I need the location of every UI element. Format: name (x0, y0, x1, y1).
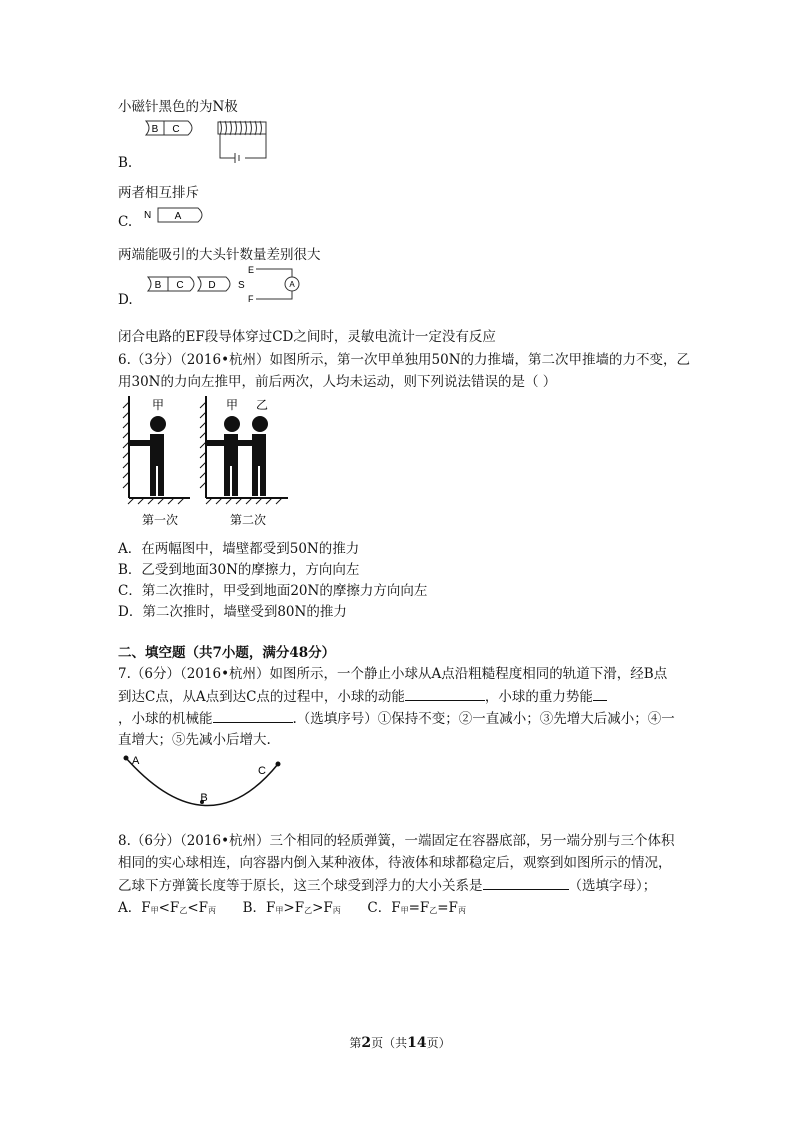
q7-stem-line4: 直增大；⑤先减小后增大. (118, 732, 271, 748)
q6-option-c: C．第二次推时，甲受到地面20N的摩擦力方向向左 (118, 583, 428, 599)
q5-option-c-text: 两端能吸引的大头针数量差别很大 (118, 247, 321, 263)
q6-caption-second: 第二次 (229, 513, 267, 527)
q6-option-b: B．乙受到地面30N的摩擦力，方向向左 (118, 562, 360, 578)
q8-stem-line1: 8.（6分）（2016•杭州）三个相同的轻质弹簧，一端固定在容器底部，另一端分别与三个体积 (118, 833, 675, 849)
q6-stem-line2: 用30N的力向左推甲，前后两次，人均未运动，则下列说法错误的是（ ） (118, 374, 557, 390)
fig-d-label-s: S (238, 280, 245, 291)
q6-option-a: A．在两幅图中，墙壁都受到50N的推力 (118, 541, 360, 557)
fig-d-label-galvanometer: A (289, 280, 295, 289)
fig-d-label-b: B (154, 280, 162, 291)
fig-c-label-a: A (174, 211, 182, 222)
q7-blank-kinetic[interactable] (405, 686, 485, 701)
q7-label-b: B (200, 792, 208, 804)
fig-d-label-d: D (208, 280, 216, 291)
q8-blank-buoyancy[interactable] (483, 875, 569, 890)
q6-label-jia-2: 甲 (225, 398, 239, 412)
q5-option-d-text: 闭合电路的EF段导体穿过CD之间时，灵敏电流计一定没有反应 (118, 329, 496, 345)
q8-option-a: A．F甲<F乙<F丙 (118, 900, 216, 916)
q6-caption-first: 第一次 (141, 513, 179, 527)
q7-label-c: C (258, 765, 266, 777)
q7-line2-text-a: 到达C点，从A点到达C点的过程中，小球的动能 (118, 689, 405, 705)
q6-figure (120, 392, 300, 532)
q8-stem-line2: 相同的实心球相连，向容器内倒入某种液体，待液体和球都稳定后，观察到如图所示的情况， (118, 855, 672, 871)
q8-line3-text-b: （选填字母）； (568, 878, 657, 894)
fig-b-label-c: C (172, 124, 180, 135)
footer-page-number: 2 (361, 1035, 372, 1051)
q7-stem-line2 (118, 686, 607, 707)
q6-label-yi: 乙 (255, 398, 269, 412)
fig-d-label-c: C (176, 280, 184, 291)
q6-stem-line1: 6.（3分）（2016•杭州）如图所示，第一次甲单独用50N的力推墙，第二次甲推墙的力不变，乙 (118, 352, 691, 368)
section-title: 二、填空题（共7小题，满分48分） (118, 645, 336, 661)
q5-figure-c (140, 205, 220, 227)
q5-figure-d (140, 263, 320, 305)
q6-option-d: D．第二次推时，墙壁受到80N的推力 (118, 604, 347, 620)
q8-option-c: C．F甲=F乙=F丙 (367, 900, 466, 916)
q6-label-jia-1: 甲 (151, 398, 165, 412)
q8-option-b: B．F甲>F乙>F丙 (242, 900, 341, 916)
fig-b-label-b: B (151, 124, 159, 135)
q5-option-c-letter: C. (118, 214, 133, 230)
q7-blank-potential[interactable] (593, 686, 607, 701)
q5-figure-b (140, 118, 280, 168)
q8-line3-text-a: 乙球下方弹簧长度等于原长，这三个球受到浮力的大小关系是 (118, 878, 483, 894)
q7-stem-line1: 7.（6分）（2016•杭州）如图所示，一个静止小球从A点沿粗糙程度相同的轨道下滑，经B点 (118, 666, 668, 682)
q5-option-d-letter: D. (118, 292, 133, 308)
q7-label-a: A (132, 755, 140, 767)
q7-line3-text-a: ，小球的机械能 (118, 711, 213, 727)
fig-d-label-f: F (248, 294, 254, 304)
q5-option-a-text: 小磁针黑色的为N极 (118, 99, 238, 115)
q7-line3-text-b: .（选填序号）①保持不变；②一直减小；③先增大后减小；④一 (292, 711, 675, 727)
q8-options (118, 898, 466, 921)
q5-option-b-letter: B. (118, 155, 133, 171)
page-footer: 第2页（共14页） (349, 1035, 451, 1051)
q7-stem-line3 (118, 708, 675, 729)
fig-c-label-n: N (144, 210, 152, 221)
q7-line2-text-b: ，小球的重力势能 (484, 689, 593, 705)
fig-d-label-e: E (248, 265, 255, 275)
q5-option-b-text: 两者相互排斥 (118, 185, 199, 201)
footer-total-pages: 14 (407, 1035, 427, 1051)
q7-blank-mechanical[interactable] (213, 708, 293, 723)
q7-track-figure (118, 750, 288, 810)
q8-stem-line3 (118, 875, 656, 896)
